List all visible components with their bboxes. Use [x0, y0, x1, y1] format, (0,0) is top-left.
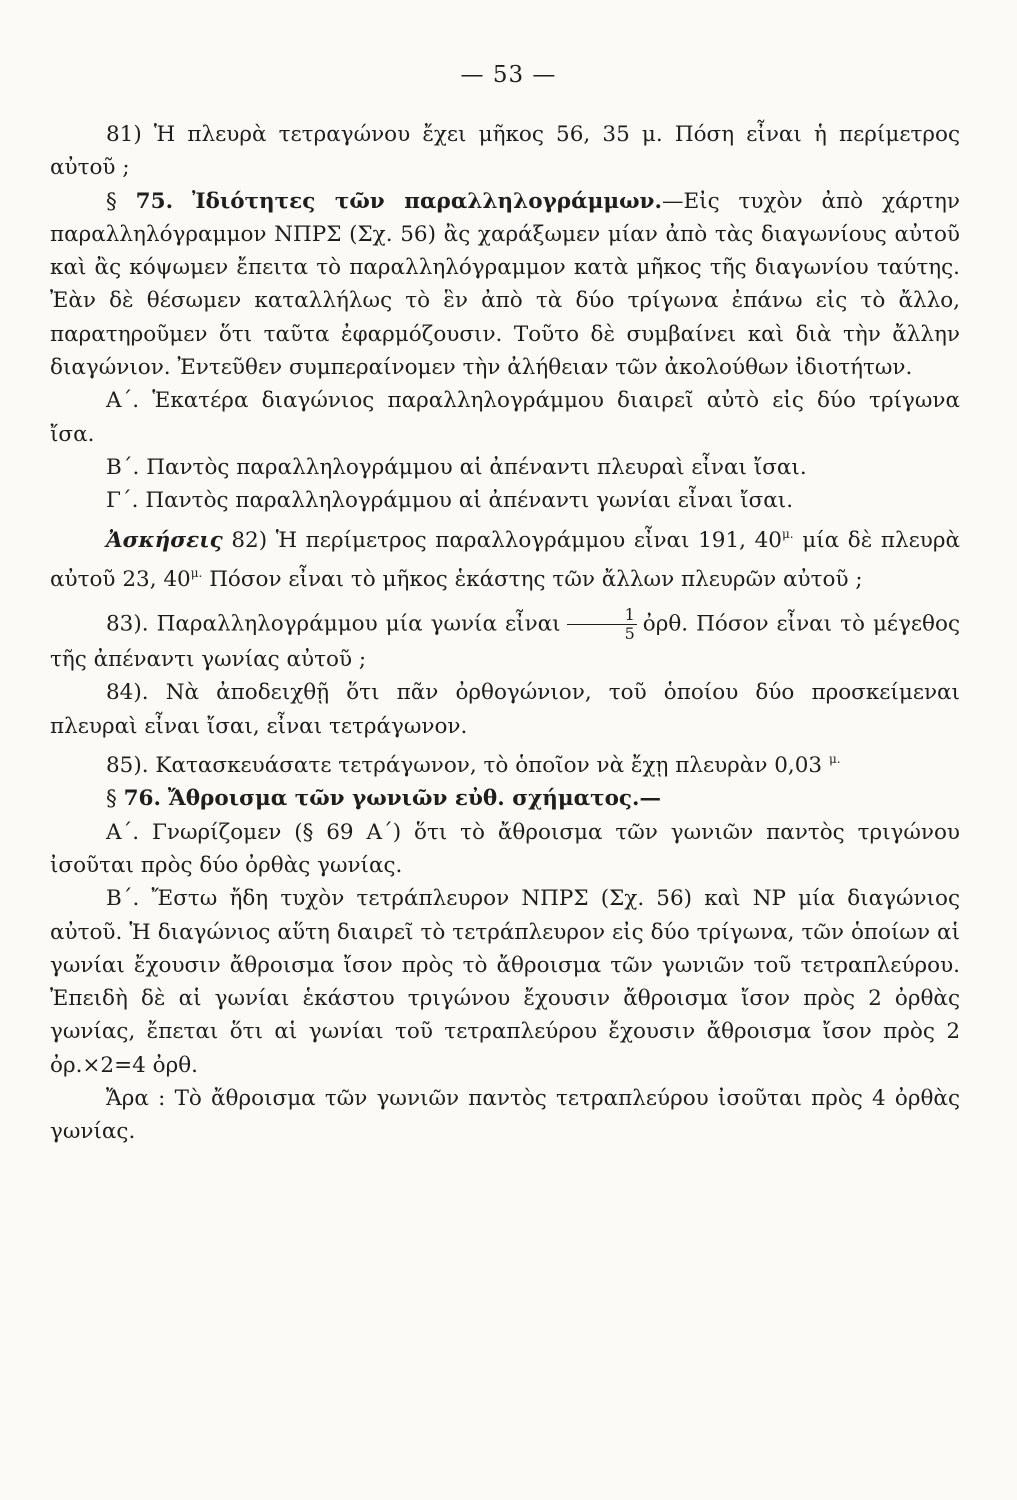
section-sign: §: [106, 188, 117, 214]
section-76-number: 76.: [123, 786, 161, 812]
exercise-81: 81) Ἡ πλευρὰ τετραγώνου ἔχει μῆκος 56, 35 μ. Πόση εἶναι ἡ περίμετρος αὐτοῦ ;: [50, 122, 960, 181]
section-76-title: Ἄθροισμα τῶν γωνιῶν εὐθ. σχήματος.—: [167, 786, 662, 812]
section-75-body: —Εἰς τυχὸν ἀπὸ χάρτην παραλληλόγραμμον ΝΠΡΣ (Σχ. 56) ἂς χαράξωμεν μίαν ἀπὸ τὰς διαγωνίους αὐτοῦ καὶ ἂς κόψωμεν ἔπειτα τὸ παραλληλόγραμμον κατὰ μῆκος τῆς διαγωνίου ταύτης. Ἐὰν δὲ θέσωμεν καταλλήλως τὸ ἓν ἀπὸ τὰ δύο τρίγωνα ἐπάνω εἰς τὸ ἄλλο, παρατηροῦμεν ὅτι ταῦτα ἐφαρμόζουσιν. Τοῦτο δὲ συμβαίνει καὶ διὰ τὴν ἄλλην διαγώνιον. Ἐντεῦθεν συμπεραίνομεν τὴν ἀλήθειαν τῶν ἀκολούθων ἰδιοτήτων.: [50, 188, 960, 381]
exercise-85: [50, 743, 960, 782]
exercise-83-a: 83). Παραλληλογράμμου μία γωνία εἶναι: [106, 611, 561, 637]
exercises-label: Ἀσκήσεις: [106, 527, 223, 553]
section-75: [50, 185, 960, 385]
fraction-numerator: 1: [567, 606, 637, 625]
exercise-83: [50, 606, 960, 676]
exercise-82-a: 82) Ἡ περίμετρος παραλλογράμμου εἶναι 191, 40: [231, 527, 782, 553]
property-c: Γ΄. Παντὸς παραλληλογράμμου αἱ ἀπέναντι γωνίαι εἶναι ἴσαι.: [106, 488, 794, 514]
unit-meter: μ.: [828, 752, 841, 767]
fraction-denominator: 5: [624, 624, 635, 644]
exercise-82-c: Πόσον εἶναι τὸ μῆκος ἑκάστης τῶν ἄλλων πλευρῶν αὐτοῦ ;: [209, 566, 863, 592]
property-b: Β΄. Παντὸς παραλληλογράμμου αἱ ἀπέναντι πλευραὶ εἶναι ἴσαι.: [106, 454, 807, 480]
exercise-85-text: 85). Κατασκευάσατε τετράγωνον, τὸ ὁποῖον νὰ ἔχῃ πλευρὰν 0,03: [106, 753, 823, 779]
section-75-title: Ἰδιότητες τῶν παραλληλογράμμων.: [191, 188, 662, 214]
property-a: Α΄. Ἑκατέρα διαγώνιος παραλληλογράμμου διαιρεῖ αὐτὸ εἰς δύο τρίγωνα ἴσα.: [50, 388, 960, 447]
exercise-82-b: μία δὲ πλευρὰ αὐτοῦ 23, 40: [50, 527, 961, 592]
exercise-83-b: ὀρθ. Πόσον εἶναι τὸ μέγεθος τῆς ἀπέναντι γωνίας αὐτοῦ ;: [50, 611, 960, 673]
exercise-84: 84). Νὰ ἀποδειχθῇ ὅτι πᾶν ὀρθογώνιον, τοῦ ὁποίου δύο προσκείμεναι πλευραὶ εἶναι ἴσαι, εἶναι τετράγωνον.: [50, 680, 960, 739]
section-sign: §: [106, 786, 117, 812]
section-75-number: 75.: [135, 188, 174, 214]
unit-meter: μ.: [190, 565, 203, 580]
section-76-heading: [50, 782, 960, 815]
unit-meter: μ.: [781, 526, 794, 541]
page-text: [50, 118, 960, 1149]
exercise-82: [50, 518, 960, 597]
page-number: — 53 —: [460, 62, 557, 88]
section-76-a: Α΄. Γνωρίζομεν (§ 69 Α΄) ὅτι τὸ ἄθροισμα τῶν γωνιῶν παντὸς τριγώνου ἰσοῦται πρὸς δύο ὀρθὰς γωνίας.: [50, 819, 960, 878]
section-76-b: Β΄. Ἔστω ἤδη τυχὸν τετράπλευρον ΝΠΡΣ (Σχ. 56) καὶ ΝΡ μία διαγώνιος αὐτοῦ. Ἡ διαγώνιος αὕτη διαιρεῖ τὸ τετράπλευρον εἰς δύο τρίγωνα, τῶν ὁποίων αἱ γωνίαι ἔχουσιν ἄθροισμα ἴσον πρὸς τὸ ἄθροισμα τῶν γωνιῶν τοῦ τετραπλεύρου. Ἐπειδὴ δὲ αἱ γωνίαι ἑκάστου τριγώνου ἔχουσιν ἄθροισμα ἴσον πρὸς 2 ὀρθὰς γωνίας, ἔπεται ὅτι αἱ γωνίαι τοῦ τετραπλεύρου ἔχουσιν ἄθροισμα ἴσον πρὸς 2 ὀρ.×2=4 ὀρθ.: [50, 886, 960, 1078]
section-76-conclusion: Ἄρα : Τὸ ἄθροισμα τῶν γωνιῶν παντὸς τετραπλεύρου ἰσοῦται πρὸς 4 ὀρθὰς γωνίας.: [50, 1086, 960, 1145]
fraction-one-fifth: [567, 606, 637, 643]
